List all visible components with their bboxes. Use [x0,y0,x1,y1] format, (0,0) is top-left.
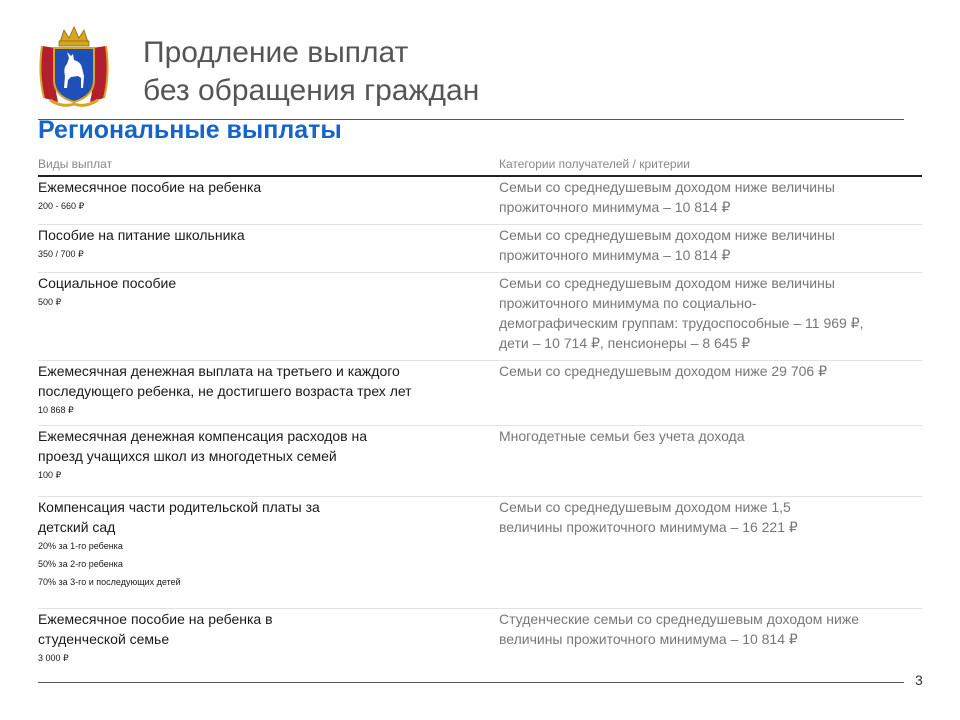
criteria-cell [499,426,922,496]
payment-name: проезд учащихся школ из многодетных семей [38,448,337,464]
criteria-line: Семьи со среднедушевым доходом ниже величины [499,227,835,243]
criteria-line: Семьи со среднедушевым доходом ниже 29 706 ₽ [499,363,828,379]
page-title-line-2: без обращения граждан [143,74,480,107]
payment-name: Пособие на питание школьника [38,227,245,243]
payment-amount: 10 868 ₽ [38,405,74,415]
payment-cell [38,273,499,360]
criteria-line: дети – 10 714 ₽, пенсионеры – 8 645 ₽ [499,335,751,351]
payment-cell [38,177,499,224]
payment-name: последующего ребенка, не достигшего возраста трех лет [38,383,412,399]
column-header-criteria: Категории получателей / критерии [499,157,690,171]
table-row [38,609,922,679]
payment-name: Социальное пособие [38,275,177,291]
criteria-line: Семьи со среднедушевым доходом ниже величины [499,179,835,195]
table-row [38,361,922,426]
criteria-line: прожиточного минимума – 10 814 ₽ [499,199,731,215]
payment-cell [38,609,499,679]
criteria-line: демографическим группам: трудоспособные – 11 969 ₽, [499,315,864,331]
criteria-line: прожиточного минимума по социально- [499,295,757,311]
page-title-line-1: Продление выплат [143,36,409,69]
coat-of-arms-icon [36,24,112,108]
payment-cell [38,225,499,272]
table-row [38,177,922,225]
table-row [38,426,922,497]
payment-name: Компенсация части родительской платы за [38,499,320,515]
payment-amount: 200 - 660 ₽ [38,201,85,211]
criteria-cell [499,361,922,425]
payment-name: Ежемесячное пособие на ребенка в [38,611,273,627]
payment-name: Ежемесячная денежная компенсация расходов на [38,428,368,444]
footer-divider [38,682,904,683]
table-row [38,273,922,361]
payment-amount: 70% за 3-го и последующих детей [38,577,181,587]
criteria-line: Студенческие семьи со среднедушевым доходом ниже [499,611,859,627]
criteria-line: Семьи со среднедушевым доходом ниже 1,5 [499,499,791,515]
page-title [143,34,479,110]
criteria-cell [499,177,922,224]
payment-amount: 3 000 ₽ [38,653,69,663]
section-title: Региональные выплаты [38,116,342,144]
criteria-line: Семьи со среднедушевым доходом ниже величины [499,275,835,291]
payment-name: детский сад [38,519,116,535]
payment-cell [38,361,499,425]
payment-amount: 350 / 700 ₽ [38,249,84,259]
payment-cell [38,426,499,496]
criteria-cell [499,497,922,608]
column-header-payment-types: Виды выплат [38,157,113,171]
criteria-cell [499,609,922,679]
criteria-line: прожиточного минимума – 10 814 ₽ [499,247,731,263]
page-number: 3 [915,672,923,688]
payment-amount: 20% за 1-го ребенка [38,541,123,551]
payment-amount: 500 ₽ [38,297,62,307]
criteria-line: величины прожиточного минимума – 16 221 ₽ [499,519,798,535]
payment-name: Ежемесячное пособие на ребенка [38,179,262,195]
payment-name: студенческой семье [38,631,170,647]
payment-name: Ежемесячная денежная выплата на третьего и каждого [38,363,400,379]
criteria-line: Многодетные семьи без учета дохода [499,428,745,444]
payment-amount: 50% за 2-го ребенка [38,559,123,569]
payment-amount: 100 ₽ [38,470,62,480]
criteria-line: величины прожиточного минимума – 10 814 ₽ [499,631,798,647]
criteria-cell [499,273,922,360]
payments-table [38,177,922,679]
criteria-cell [499,225,922,272]
table-row [38,497,922,609]
payment-cell [38,497,499,608]
table-row [38,225,922,273]
